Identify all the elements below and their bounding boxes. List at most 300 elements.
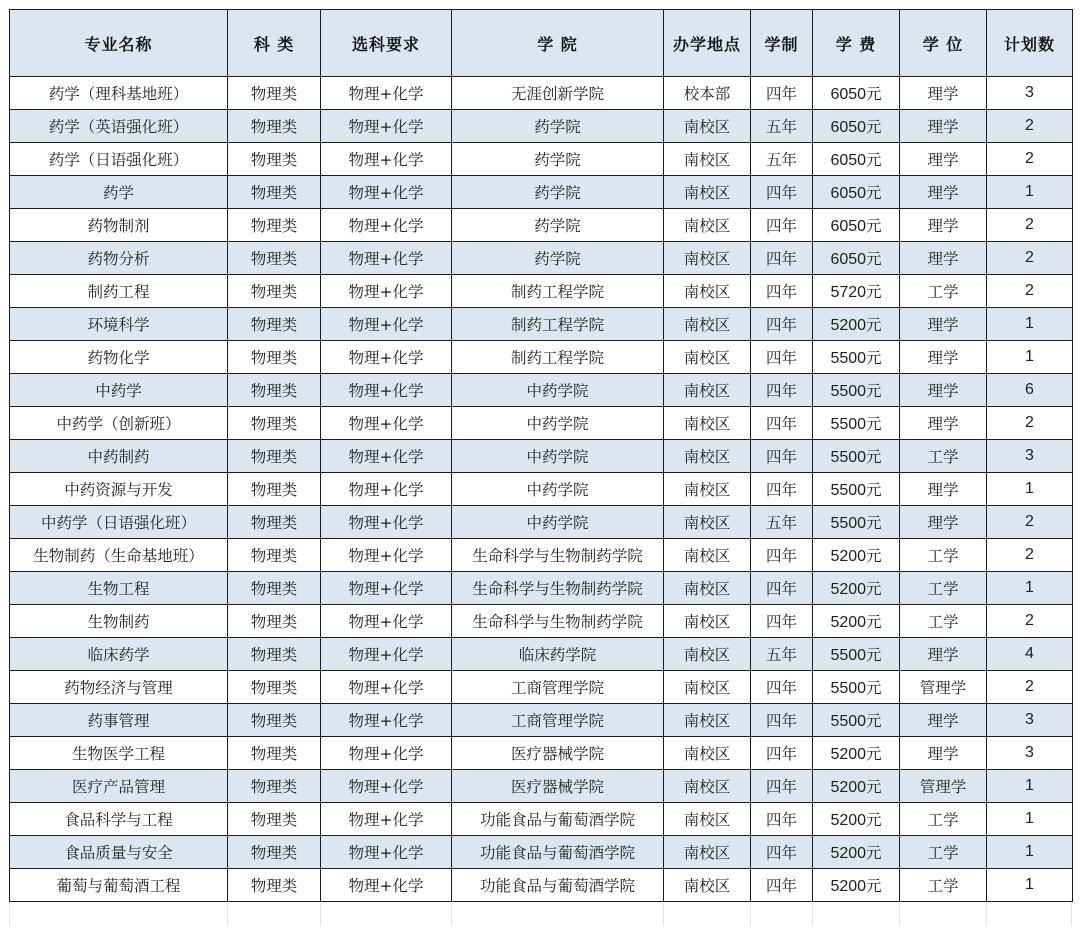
cell-degree: 理学 xyxy=(900,473,987,506)
tuition-amount: 5500 xyxy=(830,383,867,400)
grid-line xyxy=(1071,902,1072,926)
cell-major: 药物经济与管理 xyxy=(10,671,228,704)
cell-plan-count: 1 xyxy=(987,176,1073,209)
tuition-amount: 5200 xyxy=(830,548,867,565)
table-row xyxy=(10,572,1073,605)
cell-campus: 南校区 xyxy=(664,539,751,572)
cell-plan-count: 2 xyxy=(987,506,1073,539)
cell-degree: 理学 xyxy=(900,176,987,209)
cell-category: 物理类 xyxy=(228,440,321,473)
cell-duration: 四年 xyxy=(751,473,813,506)
cell-tuition xyxy=(813,506,900,539)
table-row xyxy=(10,605,1073,638)
cell-category: 物理类 xyxy=(228,737,321,770)
cell-tuition xyxy=(813,407,900,440)
cell-subject-requirement: 物理+化学 xyxy=(321,473,452,506)
admission-plan-table xyxy=(9,9,1073,902)
cell-duration: 五年 xyxy=(751,638,813,671)
grid-line xyxy=(812,902,813,926)
cell-college: 中药学院 xyxy=(452,407,664,440)
cell-subject-requirement: 物理+化学 xyxy=(321,737,452,770)
cell-plan-count: 2 xyxy=(987,143,1073,176)
table-row xyxy=(10,440,1073,473)
cell-major: 食品质量与安全 xyxy=(10,836,228,869)
table-row xyxy=(10,869,1073,902)
cell-duration: 四年 xyxy=(751,572,813,605)
cell-campus: 南校区 xyxy=(664,374,751,407)
cell-category: 物理类 xyxy=(228,869,321,902)
cell-category: 物理类 xyxy=(228,143,321,176)
cell-major: 药物化学 xyxy=(10,341,228,374)
table-row xyxy=(10,143,1073,176)
cell-major: 药学 xyxy=(10,176,228,209)
table-row xyxy=(10,209,1073,242)
tuition-unit: 元 xyxy=(866,382,882,400)
cell-major: 葡萄与葡萄酒工程 xyxy=(10,869,228,902)
cell-college: 药学院 xyxy=(452,143,664,176)
cell-degree: 工学 xyxy=(900,275,987,308)
table-row xyxy=(10,341,1073,374)
cell-subject-requirement: 物理+化学 xyxy=(321,143,452,176)
tuition-amount: 6050 xyxy=(830,119,867,136)
tuition-unit: 元 xyxy=(866,250,882,268)
cell-college: 临床药学院 xyxy=(452,638,664,671)
cell-tuition xyxy=(813,176,900,209)
cell-major: 中药学（日语强化班） xyxy=(10,506,228,539)
cell-campus: 南校区 xyxy=(664,605,751,638)
cell-category: 物理类 xyxy=(228,110,321,143)
cell-college: 医疗器械学院 xyxy=(452,737,664,770)
tuition-amount: 6050 xyxy=(830,152,867,169)
cell-degree: 理学 xyxy=(900,143,987,176)
cell-degree: 工学 xyxy=(900,803,987,836)
cell-campus: 南校区 xyxy=(664,407,751,440)
cell-category: 物理类 xyxy=(228,341,321,374)
table-row xyxy=(10,671,1073,704)
cell-duration: 四年 xyxy=(751,341,813,374)
cell-category: 物理类 xyxy=(228,704,321,737)
cell-duration: 四年 xyxy=(751,605,813,638)
table-row xyxy=(10,539,1073,572)
cell-tuition xyxy=(813,605,900,638)
cell-degree: 理学 xyxy=(900,341,987,374)
cell-category: 物理类 xyxy=(228,176,321,209)
header-major: 专业名称 xyxy=(10,10,228,77)
tuition-unit: 元 xyxy=(866,712,882,730)
cell-subject-requirement: 物理+化学 xyxy=(321,275,452,308)
cell-subject-requirement: 物理+化学 xyxy=(321,836,452,869)
header-campus: 办学地点 xyxy=(664,10,751,77)
cell-college: 药学院 xyxy=(452,242,664,275)
cell-duration: 四年 xyxy=(751,836,813,869)
cell-campus: 南校区 xyxy=(664,869,751,902)
cell-duration: 四年 xyxy=(751,770,813,803)
table-row xyxy=(10,374,1073,407)
grid-line xyxy=(451,902,452,926)
cell-major: 药事管理 xyxy=(10,704,228,737)
tuition-amount: 5500 xyxy=(830,713,867,730)
cell-campus: 南校区 xyxy=(664,506,751,539)
cell-tuition xyxy=(813,374,900,407)
cell-subject-requirement: 物理+化学 xyxy=(321,308,452,341)
cell-college: 制药工程学院 xyxy=(452,308,664,341)
cell-duration: 四年 xyxy=(751,539,813,572)
table-row xyxy=(10,176,1073,209)
cell-category: 物理类 xyxy=(228,572,321,605)
cell-major: 中药学 xyxy=(10,374,228,407)
header-category: 科 类 xyxy=(228,10,321,77)
cell-tuition xyxy=(813,869,900,902)
cell-degree: 工学 xyxy=(900,836,987,869)
cell-tuition xyxy=(813,671,900,704)
cell-major: 制药工程 xyxy=(10,275,228,308)
cell-duration: 四年 xyxy=(751,308,813,341)
cell-degree: 理学 xyxy=(900,77,987,110)
cell-plan-count: 4 xyxy=(987,638,1073,671)
tuition-unit: 元 xyxy=(866,217,882,235)
cell-degree: 理学 xyxy=(900,737,987,770)
cell-tuition xyxy=(813,473,900,506)
cell-tuition xyxy=(813,275,900,308)
grid-line xyxy=(899,902,900,926)
tuition-amount: 5200 xyxy=(830,878,867,895)
cell-subject-requirement: 物理+化学 xyxy=(321,869,452,902)
cell-plan-count: 3 xyxy=(987,737,1073,770)
cell-college: 生命科学与生物制药学院 xyxy=(452,572,664,605)
cell-tuition xyxy=(813,77,900,110)
tuition-unit: 元 xyxy=(866,514,882,532)
cell-tuition xyxy=(813,308,900,341)
cell-campus: 南校区 xyxy=(664,242,751,275)
table-row xyxy=(10,638,1073,671)
cell-tuition xyxy=(813,539,900,572)
cell-tuition xyxy=(813,341,900,374)
tuition-amount: 6050 xyxy=(830,185,867,202)
cell-major: 药物分析 xyxy=(10,242,228,275)
cell-subject-requirement: 物理+化学 xyxy=(321,506,452,539)
cell-degree: 理学 xyxy=(900,374,987,407)
cell-degree: 理学 xyxy=(900,242,987,275)
table-row xyxy=(10,836,1073,869)
tuition-amount: 5200 xyxy=(830,779,867,796)
tuition-unit: 元 xyxy=(866,778,882,796)
cell-subject-requirement: 物理+化学 xyxy=(321,704,452,737)
cell-campus: 南校区 xyxy=(664,110,751,143)
table-row xyxy=(10,407,1073,440)
cell-category: 物理类 xyxy=(228,473,321,506)
table-row xyxy=(10,308,1073,341)
cell-tuition xyxy=(813,638,900,671)
cell-major: 药学（日语强化班） xyxy=(10,143,228,176)
tuition-amount: 5500 xyxy=(830,482,867,499)
cell-campus: 南校区 xyxy=(664,440,751,473)
cell-tuition xyxy=(813,110,900,143)
cell-category: 物理类 xyxy=(228,374,321,407)
header-college: 学 院 xyxy=(452,10,664,77)
cell-major: 药学（理科基地班） xyxy=(10,77,228,110)
cell-campus: 南校区 xyxy=(664,638,751,671)
cell-major: 环境科学 xyxy=(10,308,228,341)
cell-degree: 工学 xyxy=(900,605,987,638)
table-row xyxy=(10,770,1073,803)
cell-major: 生物制药（生命基地班） xyxy=(10,539,228,572)
cell-college: 工商管理学院 xyxy=(452,704,664,737)
cell-degree: 工学 xyxy=(900,440,987,473)
cell-plan-count: 2 xyxy=(987,242,1073,275)
cell-duration: 四年 xyxy=(751,440,813,473)
grid-line xyxy=(986,902,987,926)
cell-campus: 南校区 xyxy=(664,836,751,869)
cell-plan-count: 1 xyxy=(987,803,1073,836)
cell-college: 中药学院 xyxy=(452,440,664,473)
cell-duration: 四年 xyxy=(751,869,813,902)
cell-plan-count: 1 xyxy=(987,341,1073,374)
cell-degree: 理学 xyxy=(900,110,987,143)
tuition-amount: 6050 xyxy=(830,86,867,103)
cell-plan-count: 3 xyxy=(987,704,1073,737)
cell-subject-requirement: 物理+化学 xyxy=(321,341,452,374)
table-row xyxy=(10,110,1073,143)
cell-degree: 工学 xyxy=(900,869,987,902)
cell-subject-requirement: 物理+化学 xyxy=(321,770,452,803)
cell-category: 物理类 xyxy=(228,506,321,539)
tuition-unit: 元 xyxy=(866,184,882,202)
cell-subject-requirement: 物理+化学 xyxy=(321,110,452,143)
empty-grid-tail xyxy=(9,902,1072,926)
cell-college: 药学院 xyxy=(452,110,664,143)
tuition-unit: 元 xyxy=(866,283,882,301)
cell-plan-count: 1 xyxy=(987,869,1073,902)
table-row xyxy=(10,473,1073,506)
admission-plan-table-wrapper xyxy=(9,9,1073,902)
cell-college: 功能食品与葡萄酒学院 xyxy=(452,836,664,869)
cell-campus: 南校区 xyxy=(664,572,751,605)
cell-category: 物理类 xyxy=(228,407,321,440)
cell-tuition xyxy=(813,770,900,803)
table-row xyxy=(10,737,1073,770)
cell-college: 药学院 xyxy=(452,176,664,209)
cell-category: 物理类 xyxy=(228,770,321,803)
cell-major: 药学（英语强化班） xyxy=(10,110,228,143)
header-row xyxy=(10,10,1073,77)
cell-college: 工商管理学院 xyxy=(452,671,664,704)
header-duration: 学制 xyxy=(751,10,813,77)
tuition-amount: 5200 xyxy=(830,581,867,598)
cell-subject-requirement: 物理+化学 xyxy=(321,803,452,836)
cell-campus: 南校区 xyxy=(664,308,751,341)
cell-category: 物理类 xyxy=(228,275,321,308)
cell-college: 功能食品与葡萄酒学院 xyxy=(452,803,664,836)
cell-campus: 南校区 xyxy=(664,704,751,737)
cell-campus: 南校区 xyxy=(664,209,751,242)
header-degree: 学 位 xyxy=(900,10,987,77)
tuition-unit: 元 xyxy=(866,811,882,829)
cell-campus: 南校区 xyxy=(664,473,751,506)
cell-duration: 四年 xyxy=(751,242,813,275)
tuition-amount: 5500 xyxy=(830,449,867,466)
cell-plan-count: 2 xyxy=(987,110,1073,143)
cell-college: 生命科学与生物制药学院 xyxy=(452,539,664,572)
cell-category: 物理类 xyxy=(228,605,321,638)
cell-subject-requirement: 物理+化学 xyxy=(321,209,452,242)
cell-category: 物理类 xyxy=(228,308,321,341)
tuition-amount: 5500 xyxy=(830,515,867,532)
cell-subject-requirement: 物理+化学 xyxy=(321,572,452,605)
cell-major: 医疗产品管理 xyxy=(10,770,228,803)
cell-major: 中药资源与开发 xyxy=(10,473,228,506)
cell-college: 中药学院 xyxy=(452,374,664,407)
cell-campus: 南校区 xyxy=(664,770,751,803)
cell-college: 功能食品与葡萄酒学院 xyxy=(452,869,664,902)
cell-college: 中药学院 xyxy=(452,506,664,539)
cell-tuition xyxy=(813,803,900,836)
cell-plan-count: 2 xyxy=(987,539,1073,572)
cell-college: 制药工程学院 xyxy=(452,341,664,374)
cell-college: 医疗器械学院 xyxy=(452,770,664,803)
tuition-amount: 5500 xyxy=(830,680,867,697)
tuition-unit: 元 xyxy=(866,481,882,499)
header-subject-requirement: 选科要求 xyxy=(321,10,452,77)
cell-plan-count: 3 xyxy=(987,440,1073,473)
tuition-amount: 5200 xyxy=(830,812,867,829)
cell-tuition xyxy=(813,143,900,176)
cell-category: 物理类 xyxy=(228,242,321,275)
tuition-unit: 元 xyxy=(866,745,882,763)
cell-degree: 管理学 xyxy=(900,671,987,704)
cell-tuition xyxy=(813,209,900,242)
cell-plan-count: 2 xyxy=(987,605,1073,638)
cell-plan-count: 2 xyxy=(987,275,1073,308)
cell-duration: 五年 xyxy=(751,110,813,143)
cell-plan-count: 6 xyxy=(987,374,1073,407)
table-body xyxy=(10,77,1073,902)
cell-college: 无涯创新学院 xyxy=(452,77,664,110)
cell-plan-count: 1 xyxy=(987,572,1073,605)
table-row xyxy=(10,77,1073,110)
tuition-unit: 元 xyxy=(866,679,882,697)
cell-duration: 四年 xyxy=(751,77,813,110)
table-row xyxy=(10,803,1073,836)
cell-plan-count: 1 xyxy=(987,308,1073,341)
cell-major: 中药制药 xyxy=(10,440,228,473)
cell-category: 物理类 xyxy=(228,671,321,704)
cell-duration: 四年 xyxy=(751,704,813,737)
cell-duration: 五年 xyxy=(751,506,813,539)
cell-subject-requirement: 物理+化学 xyxy=(321,77,452,110)
cell-major: 中药学（创新班） xyxy=(10,407,228,440)
tuition-amount: 5500 xyxy=(830,416,867,433)
cell-major: 临床药学 xyxy=(10,638,228,671)
cell-campus: 校本部 xyxy=(664,77,751,110)
cell-subject-requirement: 物理+化学 xyxy=(321,440,452,473)
table-row xyxy=(10,704,1073,737)
cell-degree: 理学 xyxy=(900,308,987,341)
cell-college: 制药工程学院 xyxy=(452,275,664,308)
tuition-amount: 6050 xyxy=(830,251,867,268)
table-row xyxy=(10,506,1073,539)
grid-line xyxy=(9,902,10,926)
cell-plan-count: 3 xyxy=(987,77,1073,110)
cell-duration: 四年 xyxy=(751,407,813,440)
cell-duration: 五年 xyxy=(751,143,813,176)
cell-category: 物理类 xyxy=(228,638,321,671)
table-row xyxy=(10,275,1073,308)
cell-duration: 四年 xyxy=(751,275,813,308)
cell-duration: 四年 xyxy=(751,737,813,770)
cell-plan-count: 1 xyxy=(987,836,1073,869)
header-plan-count: 计划数 xyxy=(987,10,1073,77)
grid-line xyxy=(663,902,664,926)
grid-line xyxy=(227,902,228,926)
cell-tuition xyxy=(813,704,900,737)
tuition-amount: 5720 xyxy=(830,284,867,301)
cell-campus: 南校区 xyxy=(664,176,751,209)
cell-category: 物理类 xyxy=(228,803,321,836)
cell-campus: 南校区 xyxy=(664,275,751,308)
cell-major: 生物制药 xyxy=(10,605,228,638)
cell-campus: 南校区 xyxy=(664,341,751,374)
cell-degree: 工学 xyxy=(900,539,987,572)
cell-subject-requirement: 物理+化学 xyxy=(321,671,452,704)
cell-duration: 四年 xyxy=(751,671,813,704)
tuition-unit: 元 xyxy=(866,547,882,565)
cell-degree: 理学 xyxy=(900,638,987,671)
cell-duration: 四年 xyxy=(751,176,813,209)
header-tuition: 学 费 xyxy=(813,10,900,77)
table-header xyxy=(10,10,1073,77)
cell-campus: 南校区 xyxy=(664,143,751,176)
cell-plan-count: 1 xyxy=(987,473,1073,506)
cell-subject-requirement: 物理+化学 xyxy=(321,374,452,407)
cell-tuition xyxy=(813,242,900,275)
cell-subject-requirement: 物理+化学 xyxy=(321,539,452,572)
grid-line xyxy=(320,902,321,926)
tuition-amount: 5500 xyxy=(830,647,867,664)
cell-category: 物理类 xyxy=(228,836,321,869)
tuition-unit: 元 xyxy=(866,613,882,631)
cell-degree: 理学 xyxy=(900,704,987,737)
tuition-unit: 元 xyxy=(866,646,882,664)
cell-major: 生物医学工程 xyxy=(10,737,228,770)
tuition-unit: 元 xyxy=(866,877,882,895)
cell-major: 药物制剂 xyxy=(10,209,228,242)
tuition-amount: 5500 xyxy=(830,350,867,367)
cell-plan-count: 2 xyxy=(987,407,1073,440)
cell-subject-requirement: 物理+化学 xyxy=(321,242,452,275)
tuition-unit: 元 xyxy=(866,118,882,136)
cell-plan-count: 2 xyxy=(987,671,1073,704)
cell-subject-requirement: 物理+化学 xyxy=(321,407,452,440)
cell-tuition xyxy=(813,836,900,869)
tuition-unit: 元 xyxy=(866,448,882,466)
cell-campus: 南校区 xyxy=(664,671,751,704)
grid-line xyxy=(750,902,751,926)
table-row xyxy=(10,242,1073,275)
tuition-amount: 5200 xyxy=(830,746,867,763)
tuition-amount: 5200 xyxy=(830,614,867,631)
cell-tuition xyxy=(813,737,900,770)
cell-campus: 南校区 xyxy=(664,803,751,836)
tuition-unit: 元 xyxy=(866,580,882,598)
cell-degree: 理学 xyxy=(900,407,987,440)
cell-college: 药学院 xyxy=(452,209,664,242)
cell-duration: 四年 xyxy=(751,803,813,836)
cell-subject-requirement: 物理+化学 xyxy=(321,638,452,671)
cell-plan-count: 1 xyxy=(987,770,1073,803)
tuition-unit: 元 xyxy=(866,316,882,334)
cell-category: 物理类 xyxy=(228,77,321,110)
tuition-unit: 元 xyxy=(866,349,882,367)
